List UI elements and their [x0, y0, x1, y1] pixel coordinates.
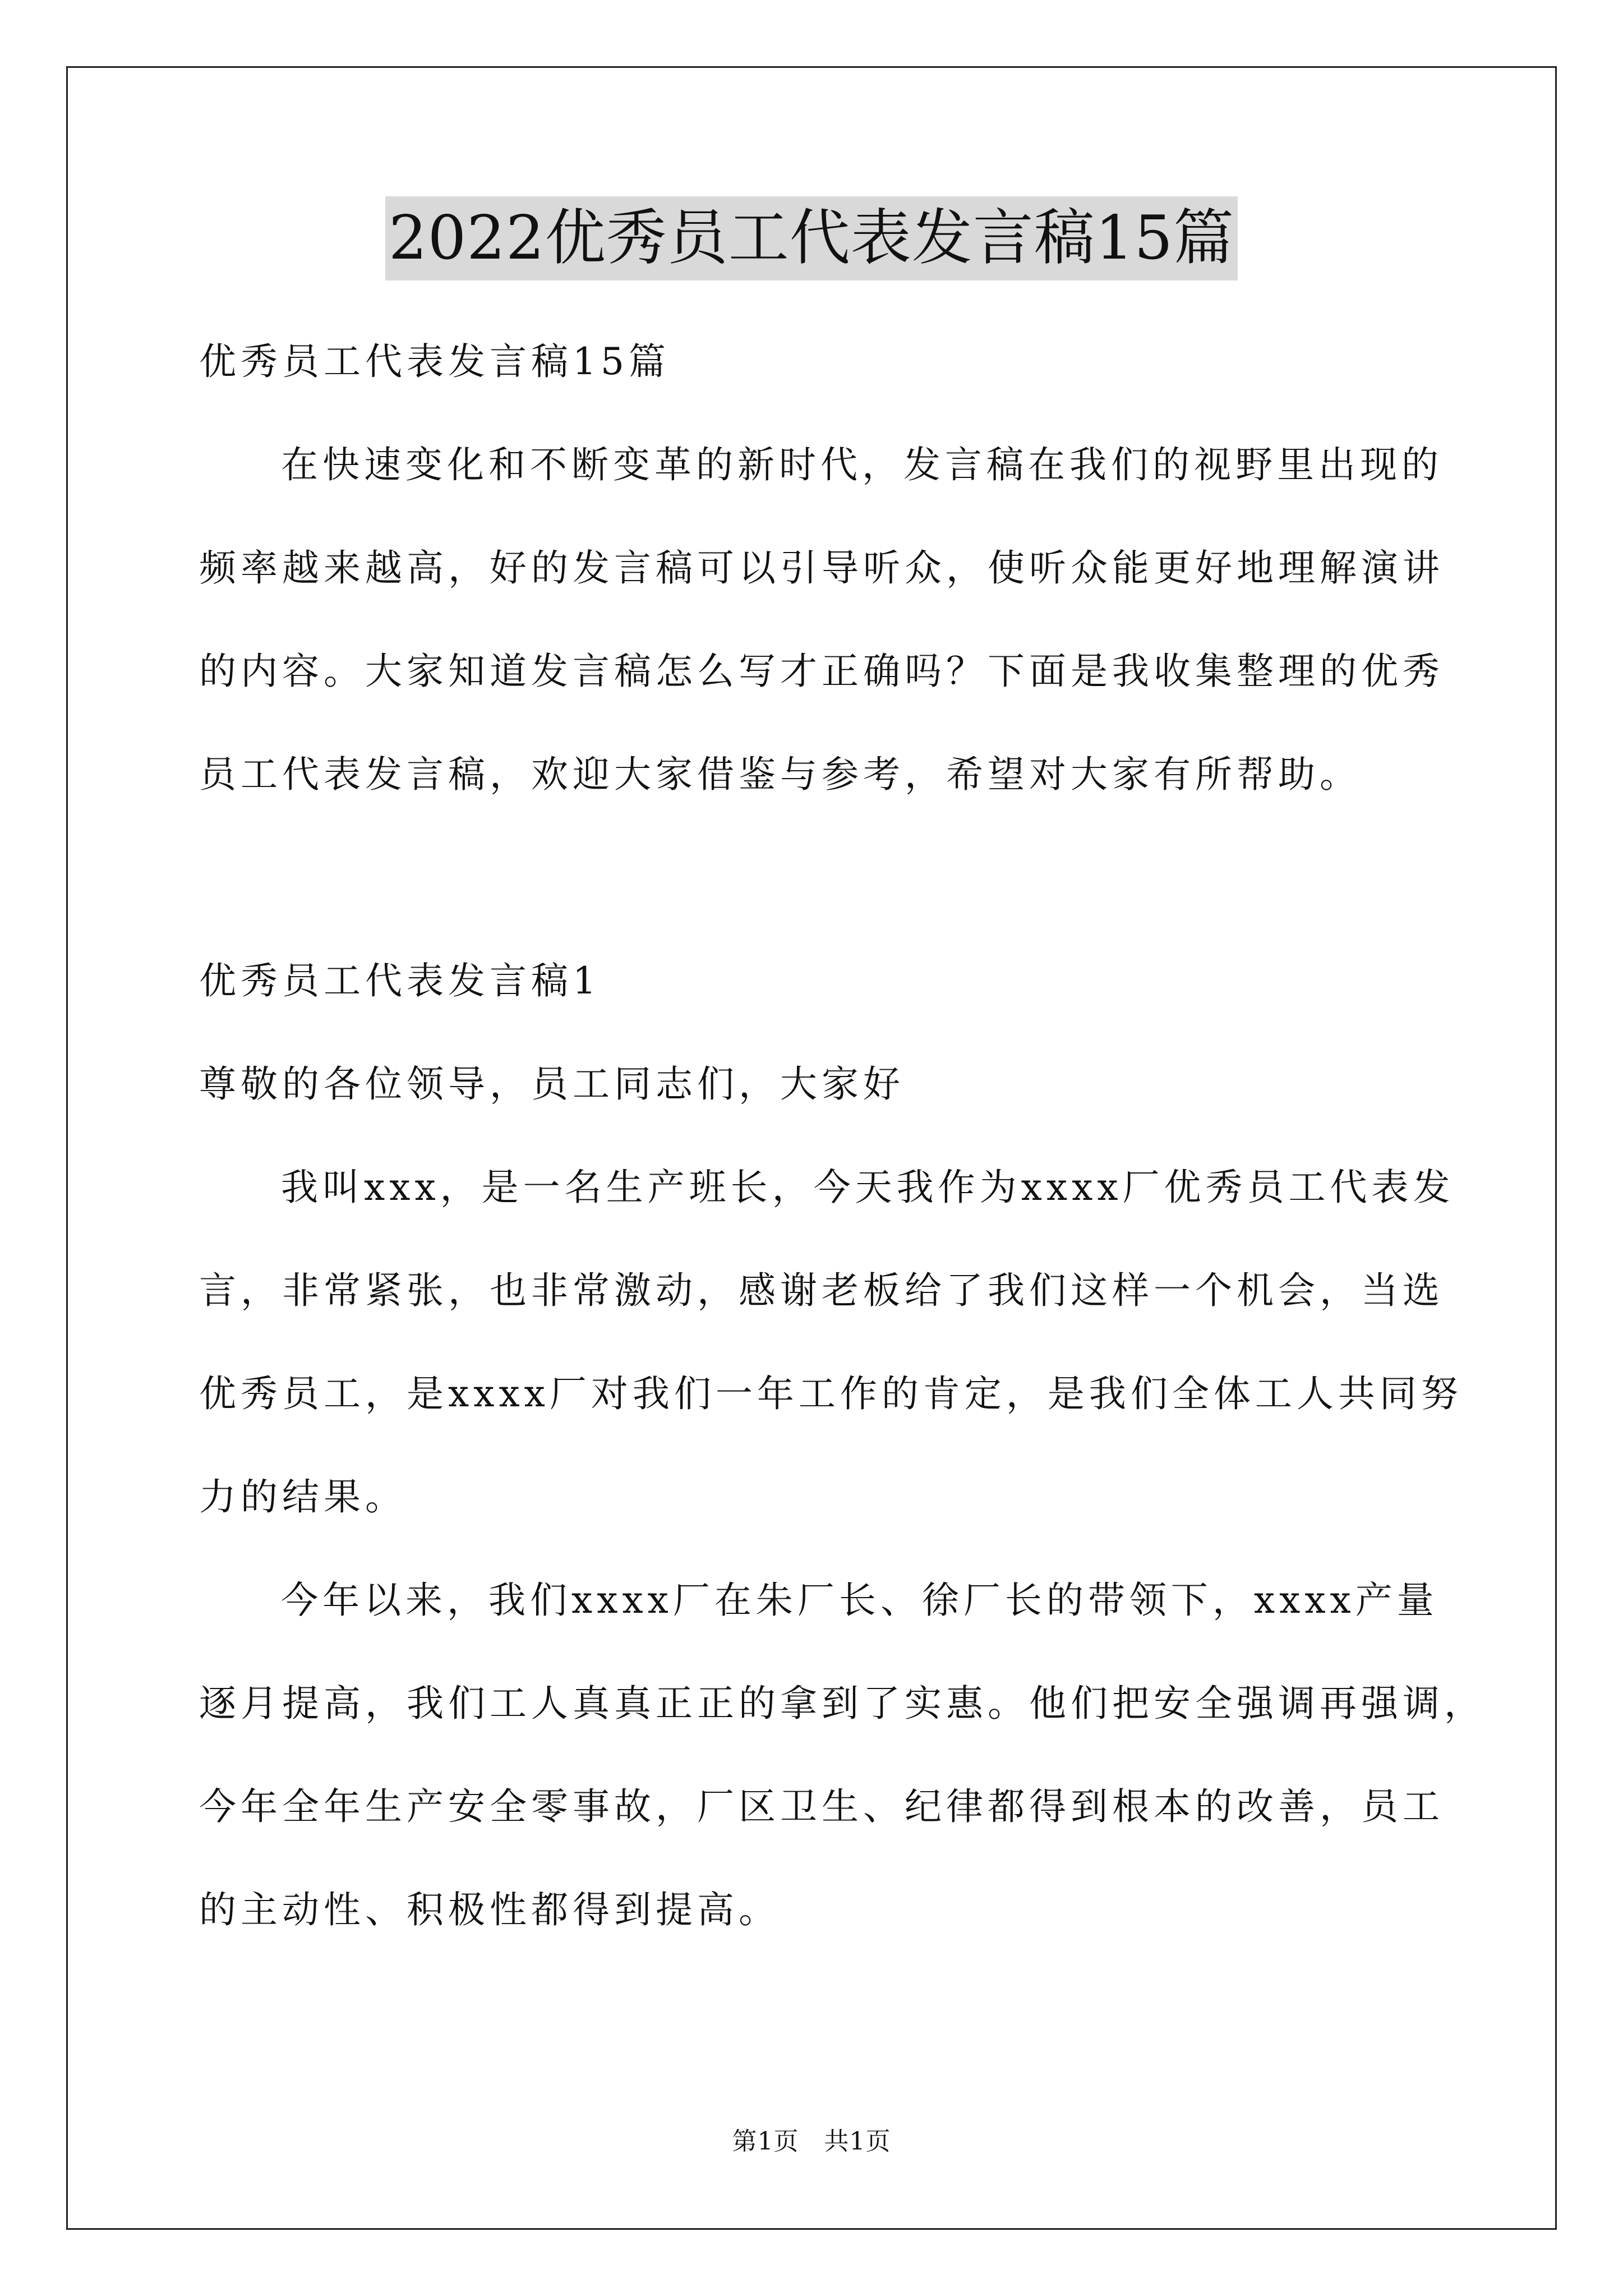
- intro-line-4: 员工代表发言稿，欢迎大家借鉴与参考，希望对大家有所帮助。: [199, 753, 1361, 796]
- intro-line-1: 在快速变化和不断变革的新时代，发言稿在我们的视野里出现的: [281, 443, 1443, 486]
- para2-line-1: 今年以来，我们xxxx厂在朱厂长、徐厂长的带领下，xxxx产量: [281, 1579, 1438, 1622]
- section-heading: 优秀员工代表发言稿1: [199, 959, 601, 1002]
- title-container: [0, 196, 1623, 280]
- para1-line-4: 力的结果。: [199, 1475, 407, 1519]
- intro-line-2: 频率越来越高，好的发言稿可以引导听众，使听众能更好地理解演讲: [199, 546, 1444, 590]
- para2-line-2: 逐月提高，我们工人真真正正的拿到了实惠。他们把安全强调再强调，: [199, 1682, 1486, 1725]
- page-footer: 第1页 共1页: [732, 2127, 891, 2156]
- para2-line-4: 的主动性、积极性都得到提高。: [199, 1888, 780, 1931]
- subtitle: 优秀员工代表发言稿15篇: [199, 340, 670, 383]
- para1-line-1: 我叫xxx，是一名生产班长，今天我作为xxxx厂优秀员工代表发: [281, 1166, 1455, 1209]
- greeting: 尊敬的各位领导，员工同志们，大家好: [199, 1062, 905, 1106]
- para1-line-2: 言，非常紧张，也非常激动，感谢老板给了我们这样一个机会，当选: [199, 1269, 1444, 1312]
- document-title: 2022优秀员工代表发言稿15篇: [385, 196, 1238, 280]
- intro-line-3: 的内容。大家知道发言稿怎么写才正确吗？下面是我收集整理的优秀: [199, 650, 1444, 693]
- para1-line-3: 优秀员工，是xxxx厂对我们一年工作的肯定，是我们全体工人共同努: [199, 1372, 1463, 1415]
- para2-line-3: 今年全年生产安全零事故，厂区卫生、纪律都得到根本的改善，员工: [199, 1785, 1444, 1828]
